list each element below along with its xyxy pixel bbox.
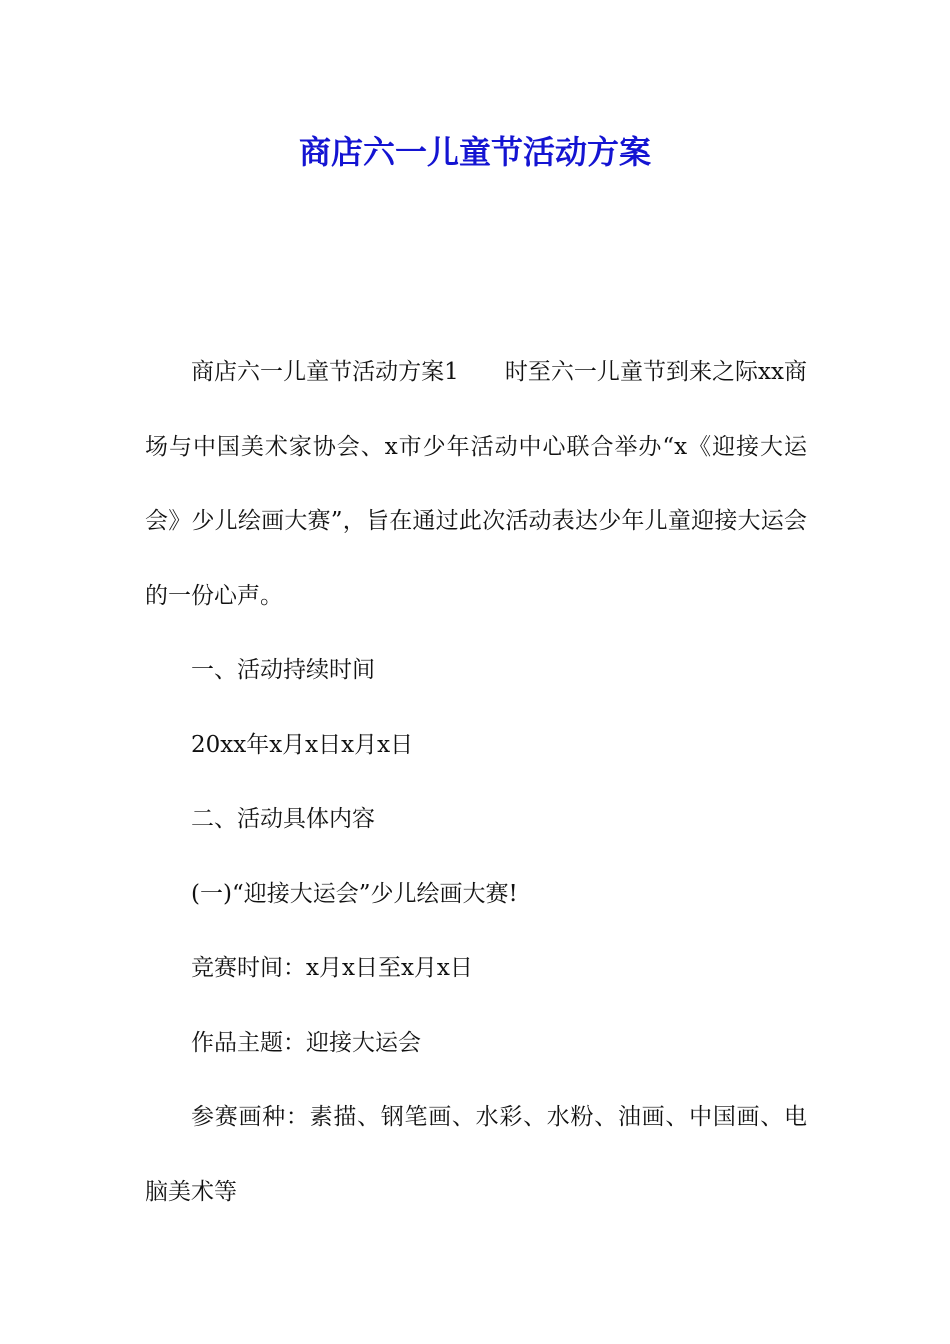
- intro-paragraph: 商店六一儿童节活动方案1 时至六一儿童节到来之际xx商场与中国美术家协会、x市少年活动中心联合举办“x《迎接大运会》少儿绘画大赛”，旨在通过此次活动表达少年儿童迎接大运会的一份心声。: [145, 359, 807, 609]
- painting-types-paragraph: 参赛画种：素描、钢笔画、水彩、水粉、油画、中国画、电脑美术等: [145, 1104, 807, 1205]
- document-title: 商店六一儿童节活动方案: [298, 133, 651, 171]
- activity-date-line: 20xx年x月x日x月x日: [191, 731, 414, 758]
- section-heading-duration: 一、活动持续时间: [191, 657, 375, 683]
- document-body: [145, 335, 807, 1229]
- work-theme-line: 作品主题：迎接大运会: [191, 1029, 421, 1056]
- subsection-heading-contest: (一)“迎接大运会”少儿绘画大赛!: [191, 880, 518, 907]
- contest-time-line: 竞赛时间：x月x日至x月x日: [191, 955, 473, 981]
- section-heading-content: 二、活动具体内容: [191, 806, 375, 832]
